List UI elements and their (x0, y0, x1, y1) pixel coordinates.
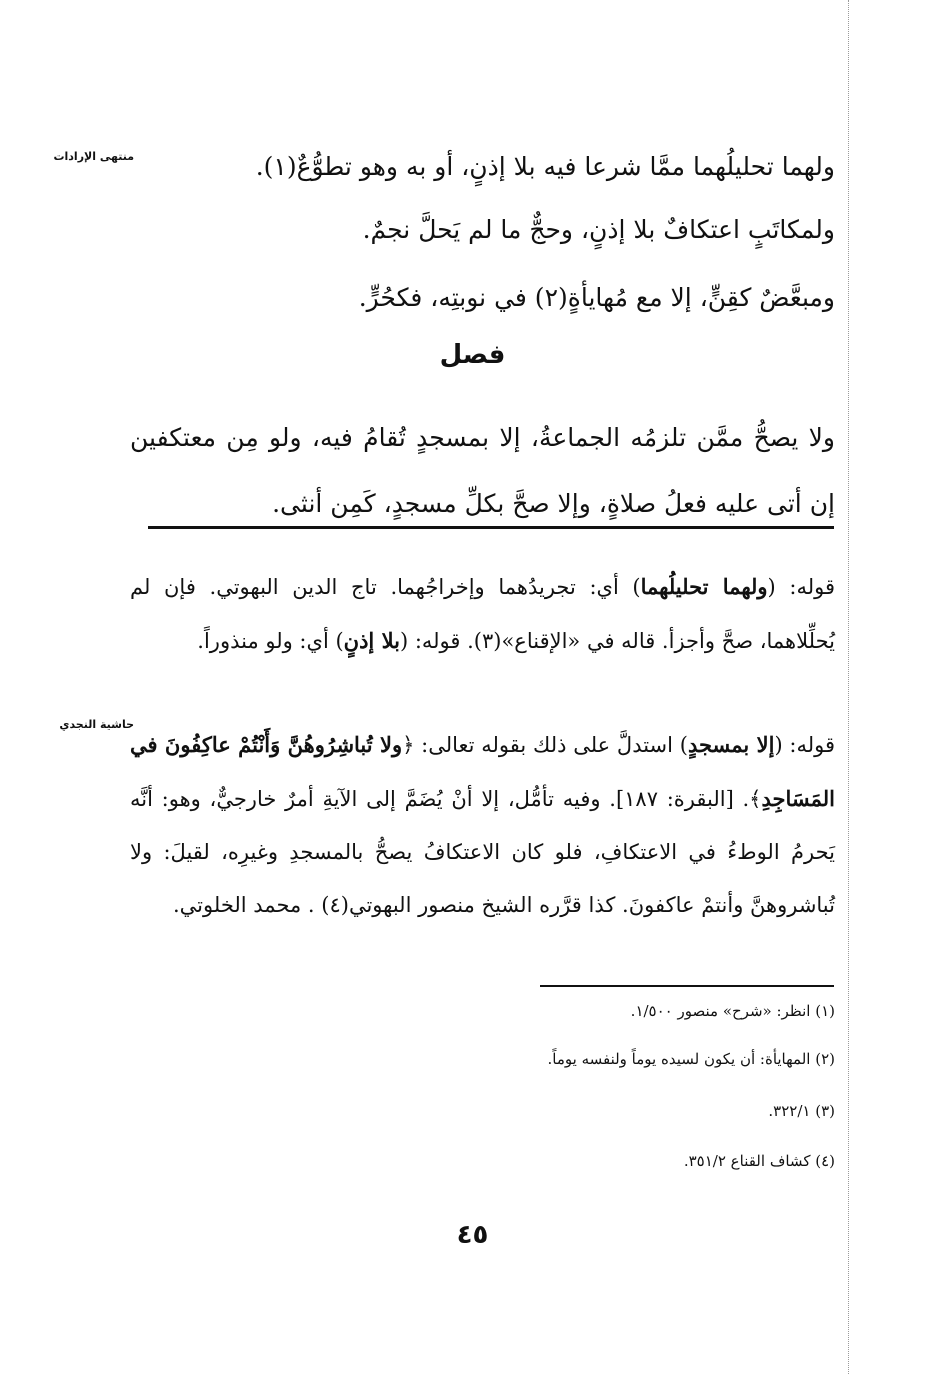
commentary-1-keyword: ولهما تحليلُهما (640, 574, 768, 599)
commentary-2-lead: قوله: ( (774, 733, 835, 757)
commentary-1-lead: قوله: ( (767, 575, 836, 599)
margin-dots (848, 0, 849, 1374)
main-text-line-3: ومبعَّضٌ كقِنٍّ، إلا مع مُهايأةٍ(٢) في نوبتِه، فكحُرٍّ. (358, 283, 835, 312)
main-text-line-1: ولهما تحليلُهما ممَّا شرعا فيه بلا إذنٍ، أو به وهو تطوُّعٌ(١). (255, 152, 835, 181)
commentary-2-keyword: إلا بمسجدٍ (687, 732, 775, 757)
footnote-1: (١) انظر: «شرح» منصور ١/٥٠٠. (630, 1002, 835, 1020)
margin-label-muntaha: منتهى الإرادات (53, 150, 134, 163)
commentary-2-body: ﴾. [البقرة: ١٨٧]. وفيه تأمُّل، إلا أنْ يُضَمَّ إلى الآيةِ أمرٌ خارجيٌّ، وهو: أنَّه يَحرمُ الوطءُ في الاعتكافِ، فلو كان الاعتكافُ يصحُّ بالمسجدِ وغيرِه، لقيلَ: ولا تُباشروهنَّ وأنتمْ عاكفونَ. كذا قرَّره الشيخ منصور البهوتي(٤) . محمد الخلوتي. (130, 787, 835, 917)
footnote-3: (٣) ٣٢٢/١. (768, 1102, 835, 1120)
main-text-line-2: ولمكاتَبٍ اعتكافٌ بلا إذنٍ، وحجٌّ ما لم يَحلَّ نجمٌ. (362, 215, 835, 244)
footnote-4: (٤) كشاف القناع ٣٥١/٢. (683, 1152, 835, 1170)
margin-label-hashiya: حاشية النجدي (59, 718, 134, 731)
commentary-paragraph-2 (130, 718, 835, 932)
commentary-1-keyword-2: بلا إذنٍ (343, 628, 400, 653)
commentary-1-body: ) أي: تجريدُهما وإخراجُهما. تاج الدين البهوتي. فإن لم يُحلِّلاهما، صحَّ وأجزأ. قاله في «الإقناع»(٣). قوله: ( (130, 575, 835, 653)
section-divider (148, 526, 834, 529)
commentary-paragraph-1 (130, 560, 835, 668)
commentary-2-mid: ) استدلَّ على ذلك بقوله تعالى: ﴿ (402, 733, 688, 757)
page-number: ٤٥ (456, 1220, 489, 1250)
footnote-2: (٢) المهايأة: أن يكون لسيده يوماً ولنفسه يوماً. (547, 1050, 835, 1068)
footnote-divider (540, 985, 834, 987)
quran-verse: ولا تُباشِرُوهُنَّ وَأَنْتُمْ عاكِفُونَ في المَسَاجِدِ (130, 732, 835, 811)
commentary-1-end: ) أي: ولو منذوراً. (197, 629, 344, 653)
section-heading: فصل (439, 340, 506, 370)
main-paragraph: ولا يصحُّ ممَّن تلزمُه الجماعةُ، إلا بمسجدٍ تُقامُ فيه، ولو مِن معتكفين إن أتى عليه فعلُ صلاةٍ، وإلا صحَّ بكلِّ مسجدٍ، كَمِن أنثى. (130, 423, 835, 518)
